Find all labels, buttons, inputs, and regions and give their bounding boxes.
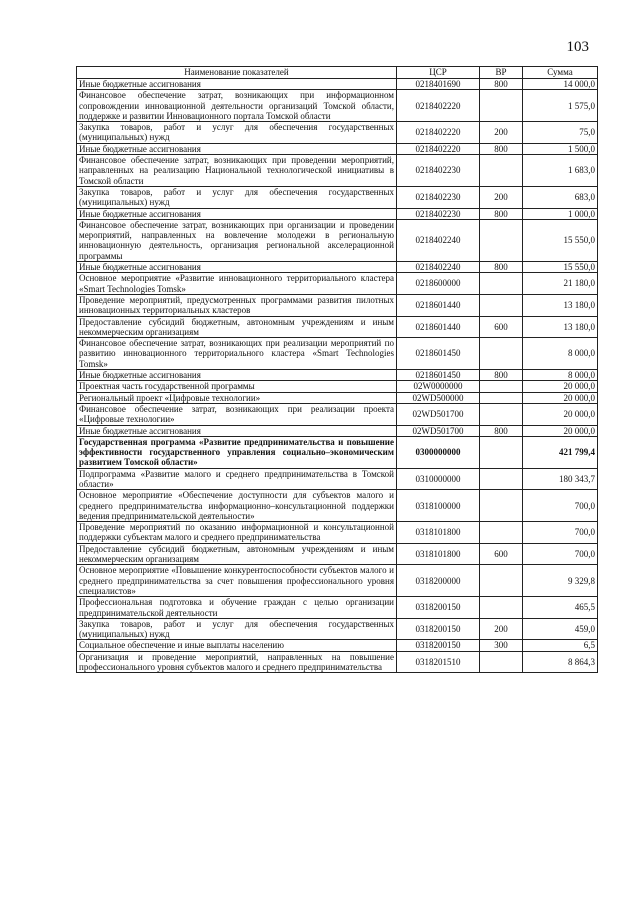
table-body bbox=[77, 79, 598, 673]
table-row bbox=[77, 403, 598, 425]
row-vr bbox=[480, 294, 523, 316]
row-csr: 0218402220 bbox=[397, 122, 480, 144]
row-vr bbox=[480, 597, 523, 619]
row-csr: 0318101800 bbox=[397, 522, 480, 544]
row-name: Иные бюджетные ассигнования bbox=[77, 208, 397, 219]
row-csr: 0218402230 bbox=[397, 208, 480, 219]
row-sum: 6,5 bbox=[523, 640, 598, 651]
row-csr: 0318200150 bbox=[397, 640, 480, 651]
row-sum: 700,0 bbox=[523, 490, 598, 522]
table-row bbox=[77, 565, 598, 597]
row-name: Подпрограмма «Развитие малого и среднего предпринимательства в Томской области» bbox=[77, 468, 397, 490]
row-name: Региональный проект «Цифровые технологии» bbox=[77, 392, 397, 403]
row-sum: 1 575,0 bbox=[523, 90, 598, 122]
table-row bbox=[77, 392, 598, 403]
row-vr bbox=[480, 436, 523, 468]
row-vr: 200 bbox=[480, 186, 523, 208]
table-row bbox=[77, 316, 598, 338]
row-csr: 0218600000 bbox=[397, 273, 480, 295]
row-sum: 700,0 bbox=[523, 522, 598, 544]
row-sum: 421 799,4 bbox=[523, 436, 598, 468]
table-row bbox=[77, 79, 598, 90]
row-csr: 0318201510 bbox=[397, 651, 480, 673]
header-csr: ЦСР bbox=[397, 67, 480, 79]
row-csr: 0218402220 bbox=[397, 90, 480, 122]
row-name: Профессиональная подготовка и обучение граждан с целью организации предпринимательской деятельности bbox=[77, 597, 397, 619]
row-name: Государственная программа «Развитие предпринимательства и повышение эффективности государственного управления социально–экономическим развитием Томской области» bbox=[77, 436, 397, 468]
row-sum: 700,0 bbox=[523, 543, 598, 565]
row-name: Финансовое обеспечение затрат, возникающих при реализации мероприятий по развитию инновационного территориального кластера «Smart Technologies Tomsk» bbox=[77, 338, 397, 370]
page-number: 103 bbox=[566, 39, 589, 55]
row-csr: 02W0000000 bbox=[397, 381, 480, 392]
row-sum: 9 329,8 bbox=[523, 565, 598, 597]
row-sum: 8 000,0 bbox=[523, 338, 598, 370]
table-row bbox=[77, 338, 598, 370]
row-vr bbox=[480, 90, 523, 122]
table-row bbox=[77, 90, 598, 122]
row-sum: 8 000,0 bbox=[523, 370, 598, 381]
row-sum: 465,5 bbox=[523, 597, 598, 619]
row-sum: 20 000,0 bbox=[523, 381, 598, 392]
row-csr: 02WD501700 bbox=[397, 403, 480, 425]
row-csr: 0318200000 bbox=[397, 565, 480, 597]
row-name: Финансовое обеспечение затрат, возникающих при реализации проекта «Цифровые технологии» bbox=[77, 403, 397, 425]
row-csr: 0218402240 bbox=[397, 219, 480, 261]
row-sum: 15 550,0 bbox=[523, 262, 598, 273]
row-vr bbox=[480, 490, 523, 522]
table-row bbox=[77, 155, 598, 187]
row-vr: 600 bbox=[480, 543, 523, 565]
table-row bbox=[77, 640, 598, 651]
row-name: Проведение мероприятий по оказанию информационной и консультационной поддержки субъектам малого и среднего предпринимательства bbox=[77, 522, 397, 544]
row-csr: 0218402240 bbox=[397, 262, 480, 273]
row-sum: 8 864,3 bbox=[523, 651, 598, 673]
row-sum: 15 550,0 bbox=[523, 219, 598, 261]
row-vr bbox=[480, 468, 523, 490]
row-name: Иные бюджетные ассигнования bbox=[77, 143, 397, 154]
header-name: Наименование показателей bbox=[77, 67, 397, 79]
row-csr: 0218601440 bbox=[397, 316, 480, 338]
row-sum: 683,0 bbox=[523, 186, 598, 208]
row-name: Организация и проведение мероприятий, направленных на повышение профессионального уровня субъектов малого и среднего предпринимательства bbox=[77, 651, 397, 673]
row-sum: 1 000,0 bbox=[523, 208, 598, 219]
row-name: Финансовое обеспечение затрат, возникающих при информационном сопровождении инновационной деятельности организаций Томской области, поддержке и развитии Инновационного портала Томской области bbox=[77, 90, 397, 122]
table-row bbox=[77, 468, 598, 490]
row-csr: 0218402220 bbox=[397, 143, 480, 154]
row-name: Основное мероприятие «Повышение конкурентоспособности субъектов малого и среднего предпринимательства за счет повышения профессионального уровня специалистов» bbox=[77, 565, 397, 597]
row-sum: 180 343,7 bbox=[523, 468, 598, 490]
row-csr: 0218402230 bbox=[397, 186, 480, 208]
row-vr: 200 bbox=[480, 618, 523, 640]
row-sum: 21 180,0 bbox=[523, 273, 598, 295]
row-name: Закупка товаров, работ и услуг для обеспечения государственных (муниципальных) нужд bbox=[77, 618, 397, 640]
row-sum: 20 000,0 bbox=[523, 392, 598, 403]
row-csr: 0318200150 bbox=[397, 597, 480, 619]
table-row bbox=[77, 522, 598, 544]
row-sum: 75,0 bbox=[523, 122, 598, 144]
row-name: Иные бюджетные ассигнования bbox=[77, 370, 397, 381]
row-vr bbox=[480, 403, 523, 425]
row-sum: 1 500,0 bbox=[523, 143, 598, 154]
table-row bbox=[77, 618, 598, 640]
row-csr: 0318101800 bbox=[397, 543, 480, 565]
row-vr: 800 bbox=[480, 79, 523, 90]
row-csr: 0218402230 bbox=[397, 155, 480, 187]
row-name: Закупка товаров, работ и услуг для обеспечения государственных (муниципальных) нужд bbox=[77, 186, 397, 208]
row-csr: 0218601450 bbox=[397, 338, 480, 370]
row-name: Иные бюджетные ассигнования bbox=[77, 262, 397, 273]
row-name: Предоставление субсидий бюджетным, автономным учреждениям и иным некоммерческим организациям bbox=[77, 543, 397, 565]
row-sum: 14 000,0 bbox=[523, 79, 598, 90]
table-row bbox=[77, 543, 598, 565]
row-vr: 800 bbox=[480, 208, 523, 219]
row-sum: 459,0 bbox=[523, 618, 598, 640]
row-sum: 20 000,0 bbox=[523, 425, 598, 436]
row-name: Иные бюджетные ассигнования bbox=[77, 79, 397, 90]
row-csr: 0318100000 bbox=[397, 490, 480, 522]
row-vr: 800 bbox=[480, 262, 523, 273]
table-row bbox=[77, 219, 598, 261]
row-csr: 0318200150 bbox=[397, 618, 480, 640]
table-row bbox=[77, 490, 598, 522]
row-vr bbox=[480, 155, 523, 187]
row-sum: 20 000,0 bbox=[523, 403, 598, 425]
row-csr: 02WD501700 bbox=[397, 425, 480, 436]
table-row bbox=[77, 436, 598, 468]
row-vr bbox=[480, 522, 523, 544]
row-csr: 0218401690 bbox=[397, 79, 480, 90]
row-vr bbox=[480, 392, 523, 403]
row-name: Основное мероприятие «Развитие инновационного территориального кластера «Smart Technologies Tomsk» bbox=[77, 273, 397, 295]
row-name: Иные бюджетные ассигнования bbox=[77, 425, 397, 436]
row-vr bbox=[480, 381, 523, 392]
table-row bbox=[77, 262, 598, 273]
row-sum: 13 180,0 bbox=[523, 294, 598, 316]
row-vr: 200 bbox=[480, 122, 523, 144]
header-vr: ВР bbox=[480, 67, 523, 79]
row-sum: 1 683,0 bbox=[523, 155, 598, 187]
row-name: Финансовое обеспечение затрат, возникающих при организации и проведении мероприятий, направленных на вовлечение молодежи в региональную инновационную деятельность, организация региональной акселерационной программы bbox=[77, 219, 397, 261]
header-sum: Сумма bbox=[523, 67, 598, 79]
row-vr bbox=[480, 219, 523, 261]
table-row bbox=[77, 122, 598, 144]
row-name: Основное мероприятие «Обеспечение доступности для субъектов малого и среднего предпринимательства информационно–консультационной поддержки ведения предпринимательской деятельности» bbox=[77, 490, 397, 522]
table-row bbox=[77, 143, 598, 154]
row-name: Проектная часть государственной программы bbox=[77, 381, 397, 392]
table-row bbox=[77, 381, 598, 392]
table-header-row bbox=[77, 67, 598, 79]
table-row bbox=[77, 294, 598, 316]
table-row bbox=[77, 651, 598, 673]
row-csr: 0310000000 bbox=[397, 468, 480, 490]
row-csr: 0300000000 bbox=[397, 436, 480, 468]
row-sum: 13 180,0 bbox=[523, 316, 598, 338]
row-vr: 800 bbox=[480, 425, 523, 436]
row-vr: 600 bbox=[480, 316, 523, 338]
table-row bbox=[77, 370, 598, 381]
row-name: Закупка товаров, работ и услуг для обеспечения государственных (муниципальных) нужд bbox=[77, 122, 397, 144]
row-vr bbox=[480, 565, 523, 597]
row-csr: 0218601450 bbox=[397, 370, 480, 381]
row-csr: 0218601440 bbox=[397, 294, 480, 316]
row-name: Социальное обеспечение и иные выплаты населению bbox=[77, 640, 397, 651]
row-vr bbox=[480, 651, 523, 673]
table-row bbox=[77, 186, 598, 208]
row-vr: 300 bbox=[480, 640, 523, 651]
budget-table bbox=[76, 66, 598, 673]
row-vr: 800 bbox=[480, 143, 523, 154]
table-row bbox=[77, 425, 598, 436]
row-name: Предоставление субсидий бюджетным, автономным учреждениям и иным некоммерческим организациям bbox=[77, 316, 397, 338]
row-vr: 800 bbox=[480, 370, 523, 381]
row-vr bbox=[480, 273, 523, 295]
table-row bbox=[77, 208, 598, 219]
table-row bbox=[77, 273, 598, 295]
row-vr bbox=[480, 338, 523, 370]
table-row bbox=[77, 597, 598, 619]
row-name: Финансовое обеспечение затрат, возникающих при проведении мероприятий, направленных на реализацию Национальной технологической инициативы в Томской области bbox=[77, 155, 397, 187]
row-name: Проведение мероприятий, предусмотренных программами развития пилотных инновационных территориальных кластеров bbox=[77, 294, 397, 316]
row-csr: 02WD500000 bbox=[397, 392, 480, 403]
